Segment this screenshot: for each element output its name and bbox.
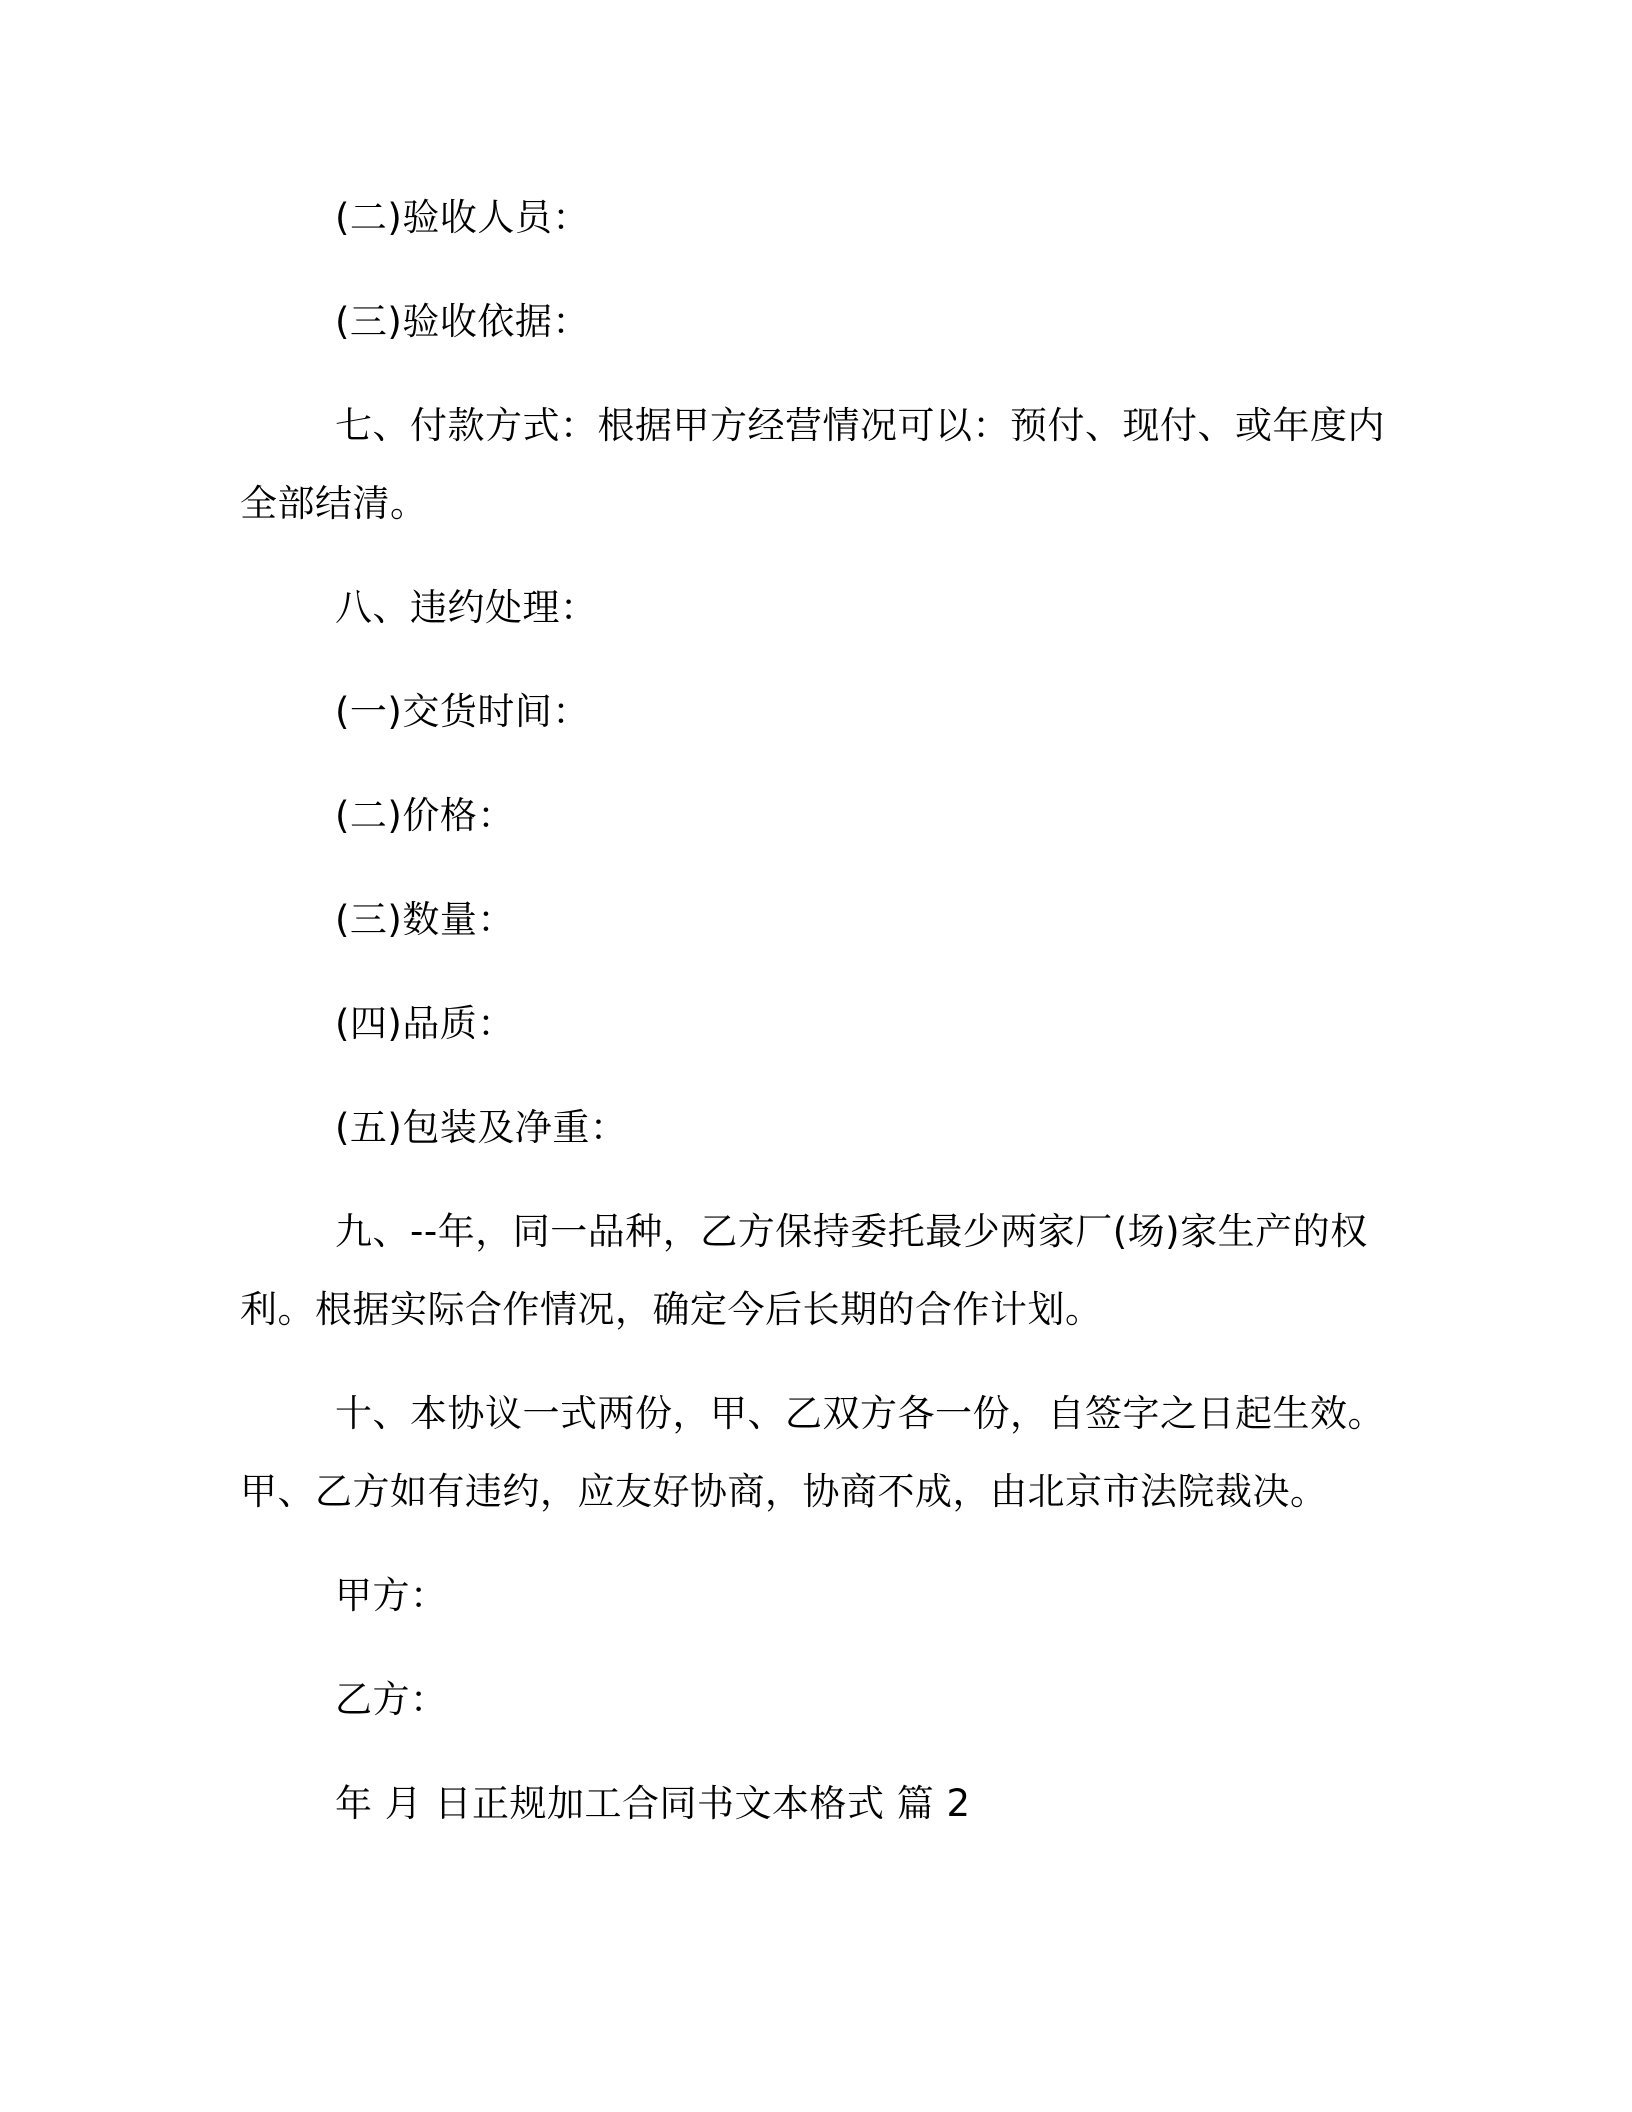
date-and-next-section-title: 年 月 日正规加工合同书文本格式 篇 2 bbox=[335, 1782, 971, 1825]
clause-8-3-quantity: (三)数量： bbox=[335, 898, 515, 941]
clause-7-payment-line-2: 全部结清。 bbox=[240, 482, 428, 525]
party-b-signature: 乙方： bbox=[335, 1678, 448, 1721]
clause-10-line-1: 十、本协议一式两份，甲、乙双方各一份，自签字之日起生效。 bbox=[335, 1392, 1385, 1435]
clause-6-3-inspection-basis: (三)验收依据： bbox=[335, 300, 590, 343]
clause-9-line-2: 利。根据实际合作情况，确定今后长期的合作计划。 bbox=[240, 1288, 1103, 1331]
clause-7-payment-line-1: 七、付款方式：根据甲方经营情况可以：预付、现付、或年度内 bbox=[335, 404, 1385, 447]
clause-6-2-inspectors: (二)验收人员： bbox=[335, 196, 590, 239]
clause-8-5-packaging: (五)包装及净重： bbox=[335, 1106, 628, 1149]
clause-10-line-2: 甲、乙方如有违约，应友好协商，协商不成，由北京市法院裁决。 bbox=[240, 1470, 1328, 1513]
clause-8-1-delivery-time: (一)交货时间： bbox=[335, 690, 590, 733]
clause-8-2-price: (二)价格： bbox=[335, 794, 515, 837]
clause-8-breach-heading: 八、违约处理： bbox=[335, 586, 598, 629]
clause-9-line-1: 九、--年，同一品种，乙方保持委托最少两家厂(场)家生产的权 bbox=[335, 1210, 1368, 1253]
party-a-signature: 甲方： bbox=[335, 1574, 448, 1617]
clause-8-4-quality: (四)品质： bbox=[335, 1002, 515, 1045]
